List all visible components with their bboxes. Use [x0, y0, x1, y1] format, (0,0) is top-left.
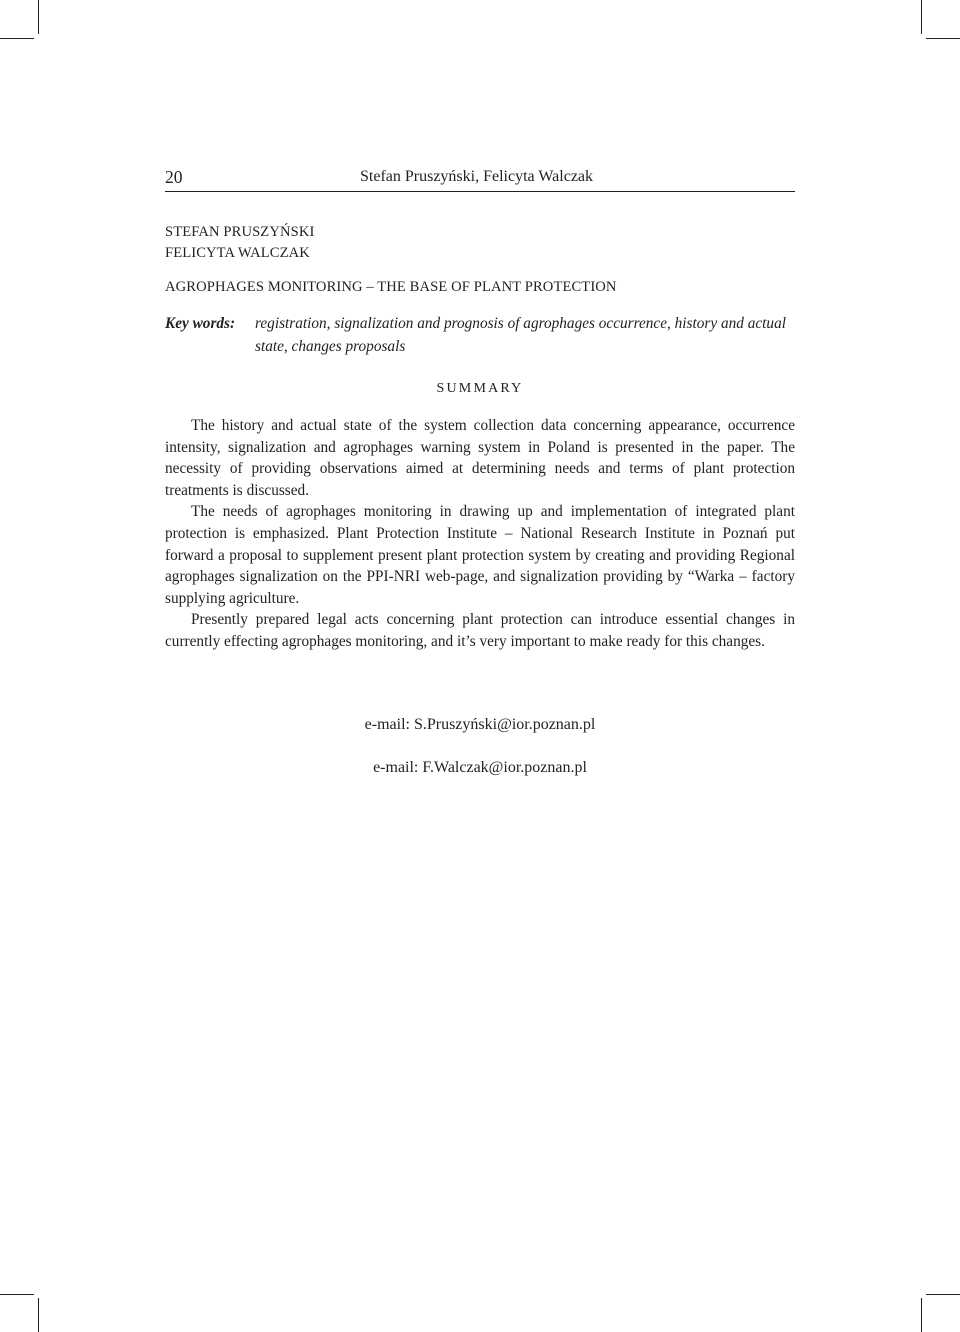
email-address: e-mail: S.Pruszyński@ior.poznan.pl [364, 716, 596, 733]
summary-body [165, 415, 795, 653]
crop-mark-top-left-h [0, 38, 34, 39]
keywords-text: registration, signalization and prognosis of agrophages occurrence, history and actual state, changes proposals [255, 315, 786, 355]
email-address: e-mail: F.Walczak@ior.poznan.pl [373, 759, 587, 776]
crop-mark-bottom-left [38, 1298, 39, 1332]
summary-paragraph: Presently prepared legal acts concerning plant protection can introduce essential changes in currently effecting agrophages monitoring, and it’s very important to make ready for this changes. [165, 611, 795, 650]
keywords-label: Key words: [165, 315, 236, 332]
keywords [165, 312, 797, 358]
author-name: STEFAN PRUSZYŃSKI [165, 224, 315, 240]
crop-mark-bottom-right [921, 1298, 922, 1332]
article-title: AGROPHAGES MONITORING – THE BASE OF PLANT PROTECTION [165, 279, 617, 295]
running-head-authors: Stefan Pruszyński, Felicyta Walczak [360, 168, 594, 185]
crop-mark-top-right [921, 0, 922, 34]
summary-heading: SUMMARY [436, 381, 524, 396]
crop-mark-top-left [38, 0, 39, 34]
summary-paragraph: The history and actual state of the system collection data concerning appearance, occurrence intensity, signalization and agrophages warning system in Poland is presented in the paper. The necessity of providing observations aimed at determining needs and terms of plant protection treatments is discussed. [165, 417, 795, 499]
crop-mark-bottom-left-h [0, 1294, 34, 1295]
crop-mark-bottom-right-h [926, 1294, 960, 1295]
page-number: 20 [165, 167, 183, 187]
running-head [165, 167, 795, 192]
crop-mark-top-right-h [926, 38, 960, 39]
summary-paragraph: The needs of agrophages monitoring in drawing up and implementation of integrated plant protection is emphasized. Plant Protection Institute – National Research Institute in Poznań put forward a proposal to supplement present plant protection system by creating and providing Regional agrophages signalization on the PPI-NRI web-page, and signalization providing by “Warka – factory supplying agriculture. [165, 503, 795, 607]
author-name: FELICYTA WALCZAK [165, 245, 310, 261]
